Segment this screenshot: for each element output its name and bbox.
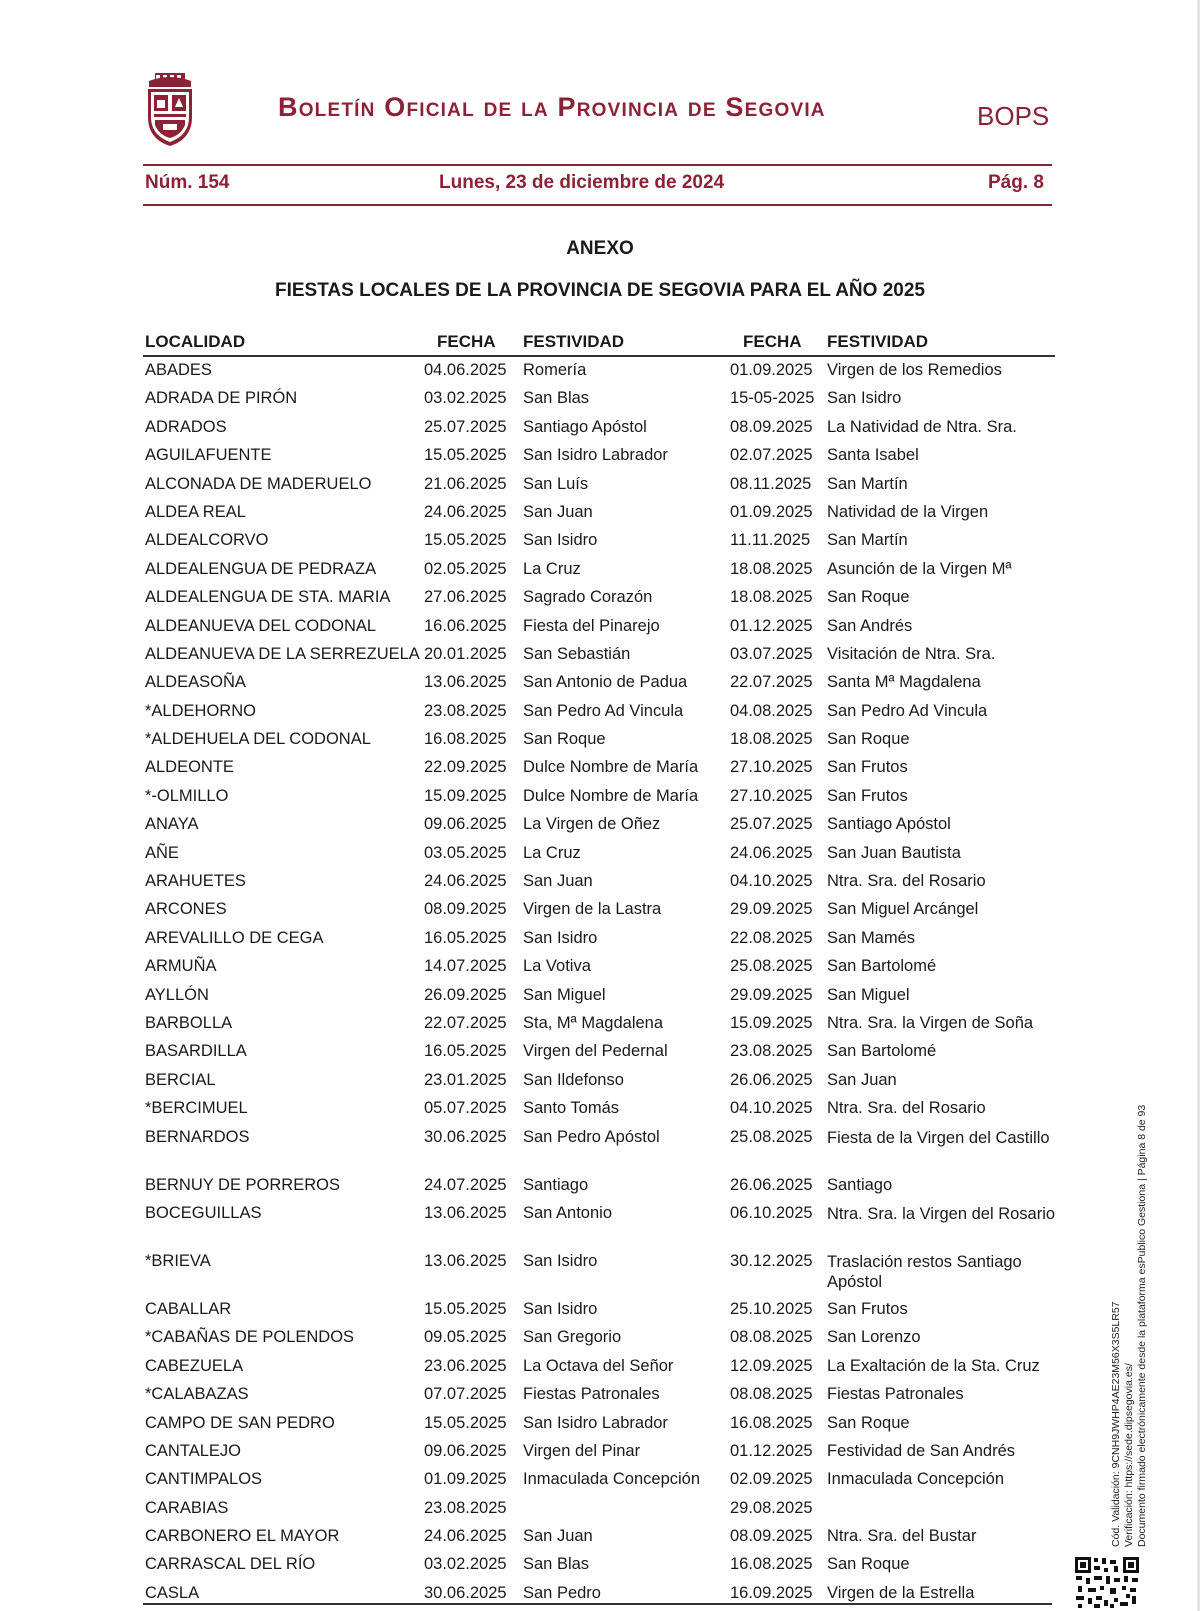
cell-festividad-2: Asunción de la Virgen Mª [827, 559, 1012, 578]
cell-festividad-2: Virgen de los Remedios [827, 361, 1002, 379]
cell-festividad-2: Traslación restos Santiago Apóstol [827, 1252, 1022, 1291]
cell-localidad: AGUILAFUENTE [145, 446, 272, 465]
cell-fecha-2: 26.06.2025 [730, 1070, 813, 1089]
cell-fecha-2: 30.12.2025 [730, 1251, 813, 1270]
cell-festividad-2: Santiago Apóstol [827, 815, 951, 834]
cell-festividad-1: Santiago Apóstol [523, 417, 647, 436]
cell-festividad-1: San Isidro [523, 1299, 598, 1318]
cell-festividad-1: San Pedro Ad Vincula [523, 701, 684, 720]
cell-fecha-2: 08.08.2025 [730, 1328, 813, 1347]
cell-fecha-2: 22.07.2025 [730, 673, 813, 692]
cell-festividad-2: Fiestas Patronales [827, 1385, 964, 1404]
table-row [0, 953, 1200, 981]
cell-festividad-2: Ntra. Sra. la Virgen de Soña [827, 1013, 1034, 1032]
cell-festividad-1: San Isidro [523, 928, 598, 947]
cell-fecha-2: 08.09.2025 [730, 417, 813, 436]
cell-fecha-1: 08.09.2025 [424, 900, 507, 919]
cell-fecha-1: 02.05.2025 [424, 559, 507, 578]
cell-fecha-2: 15-05-2025 [730, 389, 815, 408]
cell-fecha-1: 24.07.2025 [424, 1175, 507, 1194]
table-row [0, 641, 1200, 669]
cell-festividad-1: La Octava del Señor [523, 1356, 674, 1375]
cell-festividad-2: San Miguel Arcángel [827, 900, 979, 919]
cell-localidad: *ALDEHORNO [145, 701, 256, 720]
cell-fecha-1: 15.05.2025 [424, 446, 507, 465]
cell-fecha-1: 23.06.2025 [424, 1356, 507, 1375]
cell-fecha-1: 24.06.2025 [424, 1527, 507, 1546]
cell-localidad: CARABIAS [145, 1498, 229, 1517]
cell-festividad-2: Virgen de la Estrella [827, 1583, 975, 1602]
cell-fecha-2: 02.07.2025 [730, 446, 813, 465]
table-row [0, 1353, 1200, 1381]
cell-localidad: BASARDILLA [145, 1042, 247, 1061]
cell-localidad: ALDEALENGUA DE STA. MARIA [145, 588, 391, 607]
issue-number: Núm. 154 [145, 172, 230, 193]
cell-localidad: ADRADOS [145, 417, 227, 436]
cell-localidad: *BRIEVA [145, 1251, 211, 1270]
cell-festividad-2: La Natividad de Ntra. Sra. [827, 417, 1017, 436]
cell-fecha-1: 04.06.2025 [424, 361, 507, 379]
cell-localidad: ARMUÑA [145, 957, 217, 976]
cell-fecha-1: 15.05.2025 [424, 1413, 507, 1432]
cell-festividad-2: San Miguel [827, 985, 910, 1004]
cell-festividad-1: San Blas [523, 389, 590, 408]
cell-fecha-2: 04.08.2025 [730, 701, 813, 720]
cell-festividad-1: San Juan [523, 872, 593, 891]
cell-fecha-2: 04.10.2025 [730, 872, 813, 891]
table-row [0, 1095, 1200, 1123]
cell-fecha-1: 16.06.2025 [424, 616, 507, 635]
table-row [0, 1248, 1200, 1296]
signature-note: Documento firmado electrónicamente desde la plataforma esPublico Gestiona | Página 8 de 93 [1136, 1104, 1148, 1547]
cell-festividad-2: San Juan Bautista [827, 843, 961, 862]
cell-festividad-2: Festividad de San Andrés [827, 1441, 1016, 1460]
cell-festividad-2: Santa Isabel [827, 446, 919, 465]
cell-fecha-2: 02.09.2025 [730, 1470, 813, 1489]
cell-localidad: ALDEA REAL [145, 502, 246, 521]
cell-fecha-2: 25.08.2025 [730, 957, 813, 976]
table-row [0, 811, 1200, 839]
cell-festividad-1: Dulce Nombre de María [523, 758, 699, 777]
table-row [0, 669, 1200, 697]
cell-localidad: ALDEALCORVO [145, 531, 269, 550]
cell-festividad-2: San Roque [827, 1555, 910, 1574]
cell-localidad: ALDEANUEVA DE LA SERREZUELA [145, 644, 420, 663]
table-row [0, 385, 1200, 413]
document-title: FIESTAS LOCALES DE LA PROVINCIA DE SEGOVIA PARA EL AÑO 2025 [275, 280, 925, 301]
cell-localidad: AÑE [145, 843, 179, 862]
cell-localidad: ALDEONTE [145, 758, 234, 777]
cell-localidad: CASLA [145, 1583, 200, 1602]
cell-festividad-1: San Luís [523, 474, 589, 493]
cell-fecha-1: 16.08.2025 [424, 730, 507, 749]
cell-festividad-1: San Isidro [523, 1251, 598, 1270]
table-row [0, 1010, 1200, 1038]
coat-of-arms-icon [145, 73, 195, 147]
cell-festividad-2: San Roque [827, 1413, 910, 1432]
verification-url: Verificación: https://sede.dipsegovia.es/ [1123, 1363, 1135, 1547]
table-row [0, 442, 1200, 470]
cell-localidad: ALCONADA DE MADERUELO [145, 474, 372, 493]
cell-fecha-1: 09.05.2025 [424, 1328, 507, 1347]
table-row [0, 556, 1200, 584]
cell-festividad-1: Dulce Nombre de María [523, 786, 699, 805]
cell-festividad-1: San Ildefonso [523, 1070, 624, 1089]
cell-festividad-1: San Blas [523, 1555, 590, 1574]
cell-fecha-1: 13.06.2025 [424, 673, 507, 692]
cell-festividad-2: San Roque [827, 588, 910, 607]
cell-festividad-2: Santiago [827, 1175, 893, 1194]
cell-localidad: BARBOLLA [145, 1013, 233, 1032]
cell-fecha-2: 27.10.2025 [730, 786, 813, 805]
cell-festividad-1: San Miguel [523, 985, 606, 1004]
cell-festividad-2: San Roque [827, 730, 910, 749]
cell-fecha-2: 08.11.2025 [730, 474, 812, 493]
header-rule-top [143, 164, 1052, 166]
table-row [0, 1038, 1200, 1066]
cell-fecha-2: 24.06.2025 [730, 843, 813, 862]
cell-fecha-1: 30.06.2025 [424, 1583, 507, 1602]
cell-fecha-1: 30.06.2025 [424, 1127, 507, 1146]
table-row [0, 1296, 1200, 1324]
cell-festividad-1: San Juan [523, 1527, 593, 1546]
cell-fecha-2: 27.10.2025 [730, 758, 813, 777]
cell-fecha-1: 09.06.2025 [424, 815, 507, 834]
cell-localidad: BERNARDOS [145, 1127, 250, 1146]
table-row [0, 925, 1200, 953]
cell-fecha-2: 18.08.2025 [730, 588, 813, 607]
table-row [0, 1172, 1200, 1200]
cell-festividad-1: La Cruz [523, 843, 581, 862]
cell-fecha-1: 24.06.2025 [424, 502, 507, 521]
cell-localidad: *-OLMILLO [145, 786, 229, 805]
cell-festividad-1: Romería [523, 361, 587, 379]
cell-fecha-1: 15.09.2025 [424, 786, 507, 805]
table-row [0, 1381, 1200, 1409]
table-row [0, 726, 1200, 754]
cell-localidad: ALDEASOÑA [145, 673, 246, 692]
column-header-localidad: LOCALIDAD [145, 332, 246, 351]
cell-festividad-1: San Gregorio [523, 1328, 622, 1347]
cell-festividad-1: Fiesta del Pinarejo [523, 616, 660, 635]
cell-fecha-2: 18.08.2025 [730, 730, 813, 749]
cell-fecha-2: 18.08.2025 [730, 559, 813, 578]
cell-festividad-1: Virgen del Pinar [523, 1441, 641, 1460]
table-row [0, 840, 1200, 868]
cell-festividad-1: Inmaculada Concepción [523, 1470, 701, 1489]
cell-festividad-2: Visitación de Ntra. Sra. [827, 644, 996, 663]
cell-fecha-2: 01.09.2025 [730, 502, 813, 521]
cell-fecha-2: 12.09.2025 [730, 1356, 813, 1375]
cell-fecha-1: 25.07.2025 [424, 417, 507, 436]
cell-festividad-1: San Sebastián [523, 644, 631, 663]
cell-fecha-1: 14.07.2025 [424, 957, 507, 976]
cell-fecha-1: 23.08.2025 [424, 701, 507, 720]
cell-festividad-2: San Andrés [827, 616, 913, 635]
cell-fecha-2: 16.09.2025 [730, 1583, 813, 1602]
cell-localidad: ADRADA DE PIRÓN [145, 389, 298, 408]
cell-localidad: ANAYA [145, 815, 199, 834]
column-header-fecha-2: FECHA [743, 332, 802, 351]
table-row [0, 896, 1200, 924]
cell-fecha-1: 05.07.2025 [424, 1099, 507, 1118]
cell-fecha-2: 29.09.2025 [730, 985, 813, 1004]
cell-fecha-1: 23.01.2025 [424, 1070, 507, 1089]
table-row [0, 1124, 1200, 1172]
cell-festividad-1: Virgen de la Lastra [523, 900, 662, 919]
cell-fecha-1: 03.05.2025 [424, 843, 507, 862]
cell-festividad-2: San Martín [827, 474, 908, 493]
cell-festividad-2: Ntra. Sra. del Bustar [827, 1527, 977, 1546]
cell-localidad: ABADES [145, 361, 212, 379]
cell-festividad-2: Fiesta de la Virgen del Castillo [827, 1128, 1050, 1147]
table-row [0, 1438, 1200, 1466]
table-row [0, 783, 1200, 811]
cell-festividad-1: La Virgen de Oñez [523, 815, 661, 834]
cell-fecha-2: 25.07.2025 [730, 815, 813, 834]
table-row [0, 1523, 1200, 1551]
column-header-fecha-1: FECHA [437, 332, 496, 351]
table-row [0, 1324, 1200, 1352]
cell-festividad-1: La Cruz [523, 559, 581, 578]
cell-festividad-2: Ntra. Sra. del Rosario [827, 1099, 986, 1118]
cell-localidad: ARAHUETES [145, 872, 246, 891]
cell-fecha-2: 26.06.2025 [730, 1175, 813, 1194]
cell-localidad: BERNUY DE PORREROS [145, 1175, 340, 1194]
cell-festividad-1: San Roque [523, 730, 606, 749]
cell-fecha-1: 01.09.2025 [424, 1470, 507, 1489]
cell-localidad: *ALDEHUELA DEL CODONAL [145, 730, 371, 749]
cell-fecha-1: 20.01.2025 [424, 644, 507, 663]
validation-code: Cód. Validación: 9CNH9JWHP4AE23M56X3S5LR57 [1110, 1301, 1122, 1547]
cell-fecha-2: 03.07.2025 [730, 644, 813, 663]
cell-festividad-1: San Juan [523, 502, 593, 521]
cell-fecha-2: 23.08.2025 [730, 1042, 813, 1061]
cell-localidad: CARBONERO EL MAYOR [145, 1527, 340, 1546]
cell-localidad: BOCEGUILLAS [145, 1203, 262, 1222]
cell-fecha-1: 07.07.2025 [424, 1385, 507, 1404]
cell-festividad-1: Sagrado Corazón [523, 588, 653, 607]
cell-localidad: ALDEANUEVA DEL CODONAL [145, 616, 377, 635]
issue-date: Lunes, 23 de diciembre de 2024 [439, 172, 725, 193]
cell-festividad-1: San Isidro Labrador [523, 1413, 668, 1432]
cell-localidad: CARRASCAL DEL RÍO [145, 1555, 316, 1574]
cell-localidad: *BERCIMUEL [145, 1099, 248, 1118]
cell-fecha-1: 27.06.2025 [424, 588, 507, 607]
cell-localidad: ARCONES [145, 900, 227, 919]
page-number: Pág. 8 [988, 172, 1044, 193]
table-row [0, 357, 1200, 385]
cell-festividad-1: Virgen del Pedernal [523, 1042, 668, 1061]
cell-fecha-2: 08.09.2025 [730, 1527, 813, 1546]
cell-festividad-2: San Bartolomé [827, 1042, 937, 1061]
bulletin-title: Boletín Oficial de la Provincia de Segovia [278, 92, 826, 122]
cell-festividad-2: San Frutos [827, 1299, 908, 1318]
cell-festividad-1: La Votiva [523, 957, 591, 976]
cell-festividad-1: San Pedro Apóstol [523, 1127, 660, 1146]
cell-localidad: CANTALEJO [145, 1441, 241, 1460]
cell-fecha-1: 09.06.2025 [424, 1441, 507, 1460]
cell-fecha-1: 16.05.2025 [424, 1042, 507, 1061]
cell-fecha-2: 16.08.2025 [730, 1413, 813, 1432]
table-row [0, 527, 1200, 555]
cell-festividad-2: Inmaculada Concepción [827, 1470, 1005, 1489]
cell-festividad-2: Santa Mª Magdalena [827, 673, 981, 692]
cell-festividad-2: San Frutos [827, 758, 908, 777]
cell-fecha-1: 15.05.2025 [424, 531, 507, 550]
table-row [0, 1067, 1200, 1095]
cell-festividad-2: San Mamés [827, 928, 916, 947]
cell-fecha-1: 23.08.2025 [424, 1498, 507, 1517]
cell-localidad: *CALABAZAS [145, 1385, 249, 1404]
cell-festividad-2: Ntra. Sra. del Rosario [827, 872, 986, 891]
cell-festividad-2: San Frutos [827, 786, 908, 805]
header-rule-bottom [143, 204, 1052, 206]
cell-localidad: CAMPO DE SAN PEDRO [145, 1413, 335, 1432]
table-row [0, 982, 1200, 1010]
cell-localidad: CANTIMPALOS [145, 1470, 263, 1489]
table-row [0, 414, 1200, 442]
table-row [0, 1466, 1200, 1494]
cell-fecha-2: 01.12.2025 [730, 616, 813, 635]
cell-festividad-2: San Isidro [827, 389, 902, 408]
cell-fecha-2: 25.08.2025 [730, 1127, 813, 1146]
cell-festividad-1: Santo Tomás [523, 1099, 620, 1118]
footer-rule [143, 1603, 1052, 1605]
table-row [0, 754, 1200, 782]
table-row [0, 613, 1200, 641]
cell-festividad-2: Ntra. Sra. la Virgen del Rosario [827, 1204, 1056, 1223]
cell-fecha-2: 29.08.2025 [730, 1498, 813, 1517]
cell-festividad-1: Fiestas Patronales [523, 1385, 660, 1404]
table-row [0, 1410, 1200, 1438]
cell-fecha-1: 03.02.2025 [424, 389, 507, 408]
table-row [0, 1200, 1200, 1248]
cell-festividad-2: San Juan [827, 1070, 897, 1089]
cell-festividad-1: San Antonio de Padua [523, 673, 688, 692]
cell-festividad-1: San Antonio [523, 1203, 612, 1222]
cell-fecha-2: 29.09.2025 [730, 900, 813, 919]
validation-note [1110, 1105, 1149, 1547]
cell-festividad-1: Sta, Mª Magdalena [523, 1013, 664, 1032]
cell-fecha-2: 15.09.2025 [730, 1013, 813, 1032]
fiestas-table [0, 357, 1200, 1608]
cell-fecha-1: 16.05.2025 [424, 928, 507, 947]
column-header-festividad-1: FESTIVIDAD [523, 332, 625, 351]
cell-fecha-2: 22.08.2025 [730, 928, 813, 947]
cell-festividad-2: San Bartolomé [827, 957, 937, 976]
table-row [0, 698, 1200, 726]
cell-fecha-1: 22.07.2025 [424, 1013, 507, 1032]
cell-localidad: CABALLAR [145, 1299, 232, 1318]
cell-fecha-1: 15.05.2025 [424, 1299, 507, 1318]
cell-fecha-2: 08.08.2025 [730, 1385, 813, 1404]
cell-localidad: ALDEALENGUA DE PEDRAZA [145, 559, 377, 578]
cell-festividad-2: San Lorenzo [827, 1328, 921, 1347]
cell-festividad-1: San Isidro Labrador [523, 446, 668, 465]
annex-label: ANEXO [566, 238, 634, 259]
cell-fecha-1: 13.06.2025 [424, 1251, 507, 1270]
cell-festividad-1: San Pedro [523, 1583, 601, 1602]
cell-fecha-2: 25.10.2025 [730, 1299, 813, 1318]
table-row [0, 584, 1200, 612]
cell-festividad-1: Santiago [523, 1175, 589, 1194]
table-row [0, 868, 1200, 896]
bulletin-abbrev: BOPS [977, 101, 1050, 131]
cell-fecha-2: 16.08.2025 [730, 1555, 813, 1574]
cell-fecha-2: 06.10.2025 [730, 1203, 813, 1222]
table-row [0, 499, 1200, 527]
table-row [0, 1495, 1200, 1523]
cell-festividad-1: San Isidro [523, 531, 598, 550]
column-header-festividad-2: FESTIVIDAD [827, 332, 929, 351]
cell-fecha-1: 24.06.2025 [424, 872, 507, 891]
cell-fecha-1: 26.09.2025 [424, 985, 507, 1004]
table-row [0, 471, 1200, 499]
cell-festividad-2: San Pedro Ad Vincula [827, 701, 988, 720]
cell-localidad: AYLLÓN [145, 985, 209, 1004]
cell-localidad: AREVALILLO DE CEGA [145, 928, 324, 947]
cell-fecha-1: 21.06.2025 [424, 474, 507, 493]
qr-code-icon [1074, 1556, 1140, 1611]
cell-localidad: *CABAÑAS DE POLENDOS [145, 1328, 355, 1347]
cell-festividad-2: Natividad de la Virgen [827, 502, 989, 521]
cell-localidad: CABEZUELA [145, 1356, 244, 1375]
cell-festividad-2: La Exaltación de la Sta. Cruz [827, 1356, 1040, 1375]
cell-festividad-2: San Martín [827, 531, 908, 550]
table-row [0, 1551, 1200, 1579]
cell-fecha-1: 22.09.2025 [424, 758, 507, 777]
cell-fecha-2: 11.11.2025 [730, 531, 811, 550]
cell-localidad: BERCIAL [145, 1070, 216, 1089]
cell-fecha-2: 01.09.2025 [730, 361, 813, 379]
cell-fecha-1: 03.02.2025 [424, 1555, 507, 1574]
cell-fecha-1: 13.06.2025 [424, 1203, 507, 1222]
cell-fecha-2: 04.10.2025 [730, 1099, 813, 1118]
cell-fecha-2: 01.12.2025 [730, 1441, 813, 1460]
